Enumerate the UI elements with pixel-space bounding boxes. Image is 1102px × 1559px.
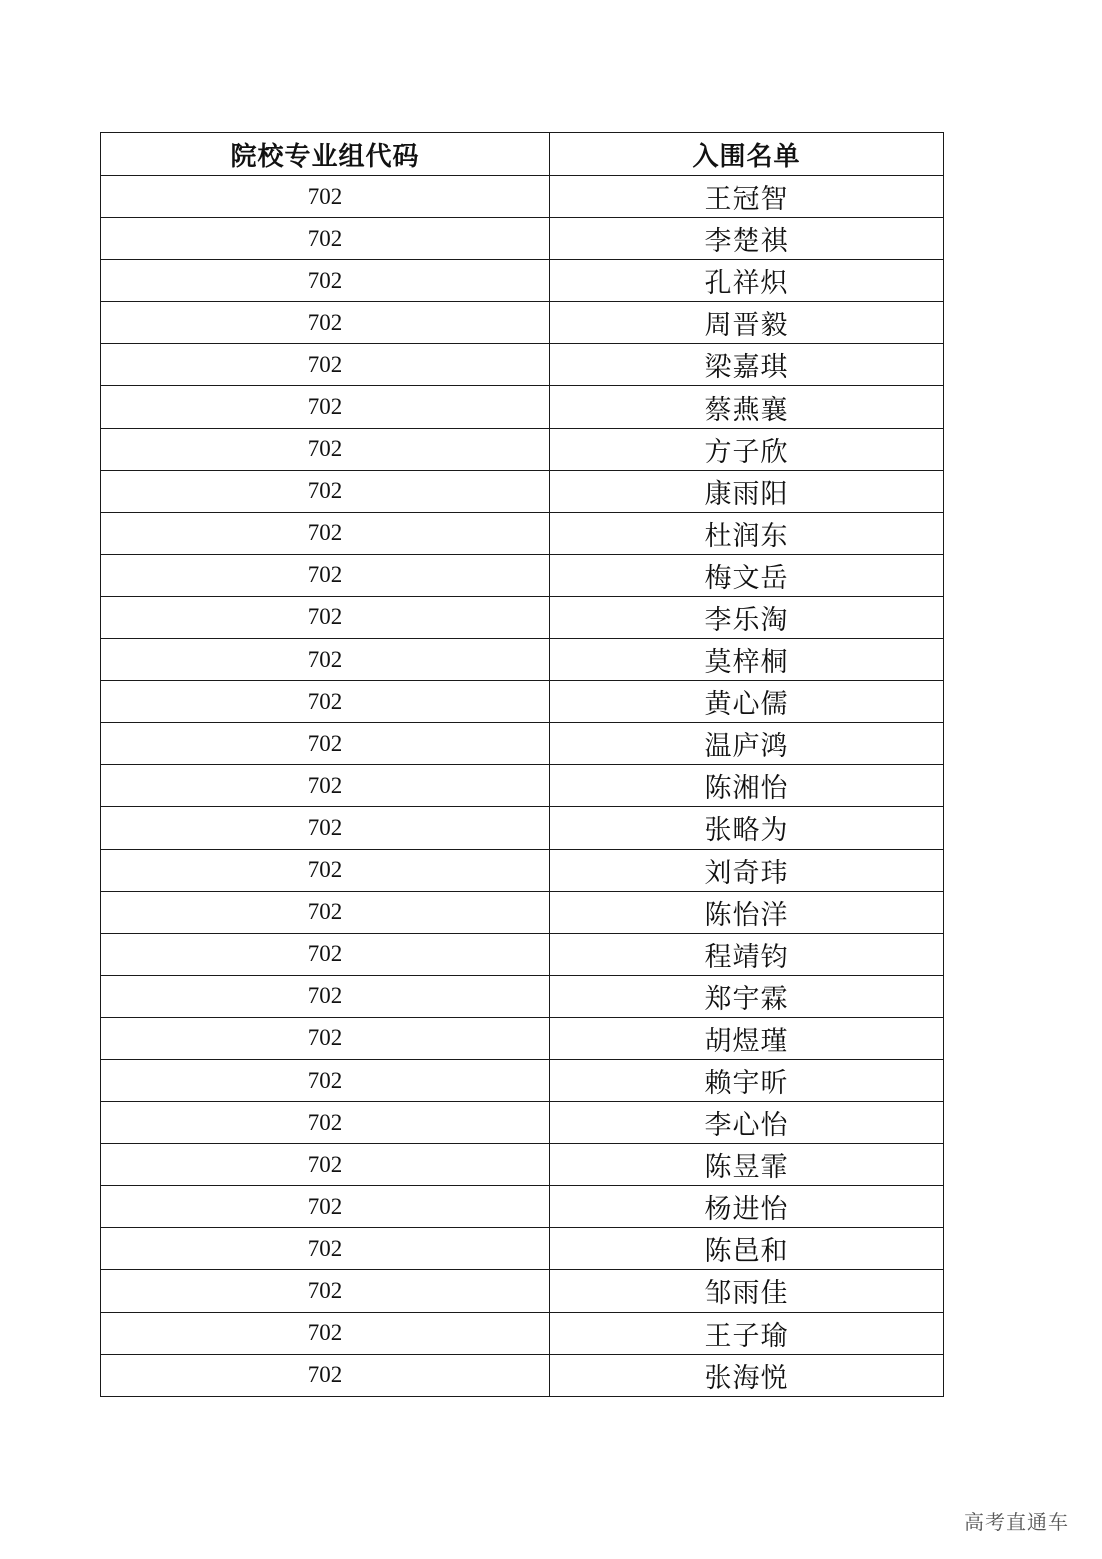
candidate-name-cell: 李心怡 — [550, 1102, 944, 1144]
table-row — [101, 470, 944, 512]
candidate-name-cell: 李楚祺 — [550, 218, 944, 260]
group-code-cell: 702 — [101, 1270, 550, 1312]
candidate-name-cell: 梅文岳 — [550, 554, 944, 596]
watermark-text: 高考直通车 — [964, 1510, 1069, 1534]
group-code-cell: 702 — [101, 302, 550, 344]
candidate-name-cell: 李乐淘 — [550, 596, 944, 638]
group-code-cell: 702 — [101, 554, 550, 596]
group-code-cell: 702 — [101, 723, 550, 765]
table-row — [101, 1059, 944, 1101]
table-row — [101, 933, 944, 975]
candidate-name-cell: 陈邑和 — [550, 1228, 944, 1270]
candidate-name-cell: 莫梓桐 — [550, 639, 944, 681]
candidate-name-cell: 黄心儒 — [550, 681, 944, 723]
admission-list-table — [100, 132, 944, 1397]
table-row — [101, 765, 944, 807]
candidate-name-cell: 张海悦 — [550, 1354, 944, 1396]
group-code-cell: 702 — [101, 1312, 550, 1354]
table-row — [101, 1228, 944, 1270]
group-code-cell: 702 — [101, 596, 550, 638]
table-row — [101, 639, 944, 681]
candidate-name-cell: 方子欣 — [550, 428, 944, 470]
group-code-cell: 702 — [101, 891, 550, 933]
group-code-cell: 702 — [101, 1354, 550, 1396]
table-row — [101, 176, 944, 218]
table-row — [101, 1102, 944, 1144]
candidate-name-cell: 周晋毅 — [550, 302, 944, 344]
group-code-cell: 702 — [101, 639, 550, 681]
group-code-cell: 702 — [101, 1059, 550, 1101]
candidate-name-cell: 郑宇霖 — [550, 975, 944, 1017]
candidate-name-cell: 刘奇玮 — [550, 849, 944, 891]
candidate-name-cell: 杜润东 — [550, 512, 944, 554]
group-code-cell: 702 — [101, 260, 550, 302]
table-row — [101, 596, 944, 638]
table-row — [101, 302, 944, 344]
table-body — [101, 176, 944, 1397]
table-row — [101, 218, 944, 260]
table-row — [101, 975, 944, 1017]
group-code-cell: 702 — [101, 765, 550, 807]
header-shortlist: 入围名单 — [550, 133, 944, 176]
group-code-cell: 702 — [101, 1102, 550, 1144]
table-row — [101, 1017, 944, 1059]
candidate-name-cell: 温庐鸿 — [550, 723, 944, 765]
group-code-cell: 702 — [101, 512, 550, 554]
group-code-cell: 702 — [101, 933, 550, 975]
group-code-cell: 702 — [101, 1228, 550, 1270]
table-row — [101, 512, 944, 554]
group-code-cell: 702 — [101, 386, 550, 428]
candidate-name-cell: 陈怡洋 — [550, 891, 944, 933]
group-code-cell: 702 — [101, 176, 550, 218]
table-header-row — [101, 133, 944, 176]
candidate-name-cell: 胡煜瑾 — [550, 1017, 944, 1059]
candidate-name-cell: 康雨阳 — [550, 470, 944, 512]
candidate-name-cell: 陈昱霏 — [550, 1144, 944, 1186]
table-row — [101, 1270, 944, 1312]
candidate-name-cell: 王冠智 — [550, 176, 944, 218]
candidate-name-cell: 邹雨佳 — [550, 1270, 944, 1312]
group-code-cell: 702 — [101, 1144, 550, 1186]
table-row — [101, 344, 944, 386]
table-row — [101, 1354, 944, 1396]
group-code-cell: 702 — [101, 1186, 550, 1228]
group-code-cell: 702 — [101, 975, 550, 1017]
table-row — [101, 386, 944, 428]
candidate-name-cell: 梁嘉琪 — [550, 344, 944, 386]
table-row — [101, 1144, 944, 1186]
candidate-name-cell: 蔡燕襄 — [550, 386, 944, 428]
candidate-name-cell: 陈湘怡 — [550, 765, 944, 807]
candidate-name-cell: 张略为 — [550, 807, 944, 849]
table-row — [101, 260, 944, 302]
candidate-name-cell: 程靖钧 — [550, 933, 944, 975]
group-code-cell: 702 — [101, 470, 550, 512]
table-row — [101, 554, 944, 596]
table-row — [101, 849, 944, 891]
table-row — [101, 807, 944, 849]
candidate-name-cell: 王子瑜 — [550, 1312, 944, 1354]
group-code-cell: 702 — [101, 807, 550, 849]
table-row — [101, 723, 944, 765]
group-code-cell: 702 — [101, 428, 550, 470]
table-row — [101, 1186, 944, 1228]
header-group-code: 院校专业组代码 — [101, 133, 550, 176]
candidate-name-cell: 孔祥炽 — [550, 260, 944, 302]
table-row — [101, 1312, 944, 1354]
table-row — [101, 428, 944, 470]
candidate-name-cell: 赖宇昕 — [550, 1059, 944, 1101]
group-code-cell: 702 — [101, 218, 550, 260]
table-row — [101, 891, 944, 933]
group-code-cell: 702 — [101, 1017, 550, 1059]
group-code-cell: 702 — [101, 344, 550, 386]
group-code-cell: 702 — [101, 681, 550, 723]
candidate-name-cell: 杨进怡 — [550, 1186, 944, 1228]
group-code-cell: 702 — [101, 849, 550, 891]
table-row — [101, 681, 944, 723]
